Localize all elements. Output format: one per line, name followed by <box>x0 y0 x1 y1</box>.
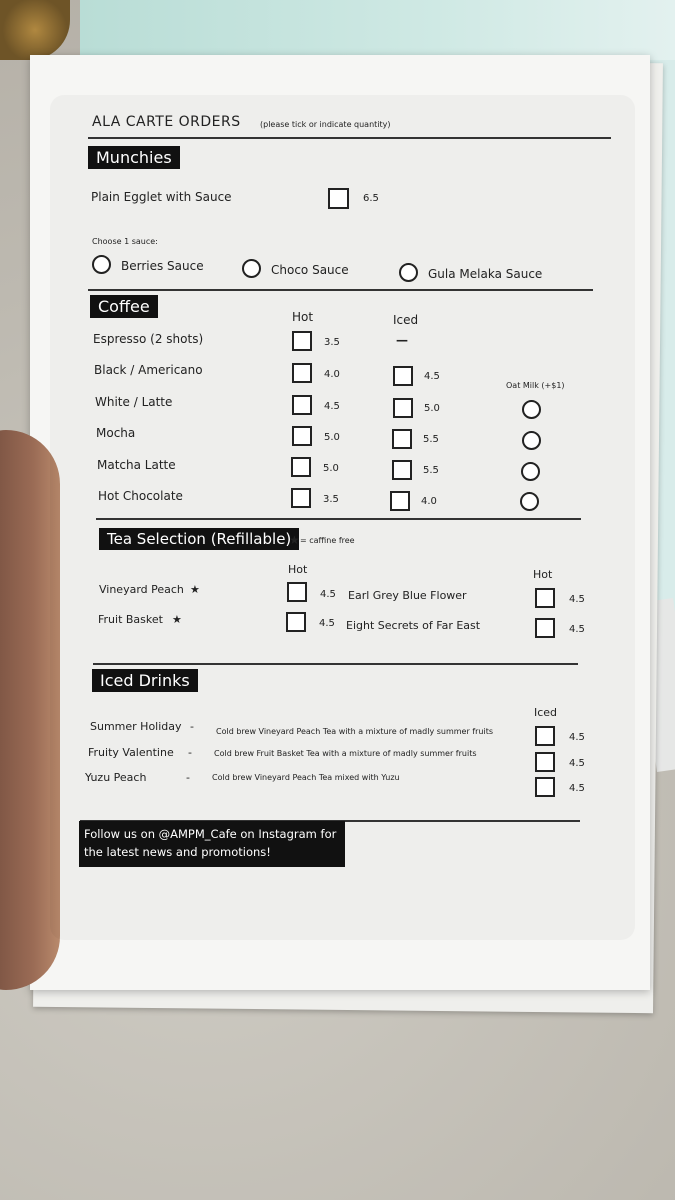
tea-checkbox[interactable] <box>535 588 555 608</box>
tea-checkbox[interactable] <box>287 582 307 602</box>
sauce-prompt: Choose 1 sauce: <box>92 237 158 246</box>
coffee-iced-checkbox[interactable] <box>392 429 412 449</box>
tea-price: 4.5 <box>569 594 585 605</box>
tea-price: 4.5 <box>319 618 335 629</box>
coffee-item-name: Hot Chocolate <box>98 489 183 503</box>
coffee-iced-price: 5.5 <box>423 465 439 476</box>
tea-item-name: Vineyard Peach <box>99 583 184 596</box>
coffee-iced-checkbox[interactable] <box>392 460 412 480</box>
coffee-hot-price: 3.5 <box>324 337 340 348</box>
oat-milk-radio[interactable] <box>520 492 539 511</box>
star-icon: ★ <box>190 583 200 596</box>
tea-hot-label: Hot <box>533 568 553 581</box>
sauce-label: Choco Sauce <box>271 263 349 277</box>
star-icon: ★ <box>172 613 182 626</box>
munchies-item-price: 6.5 <box>363 193 379 204</box>
coffee-iced-price: 5.0 <box>424 403 440 414</box>
coffee-heading: Coffee <box>90 295 158 318</box>
coffee-item-name: Mocha <box>96 426 136 440</box>
tea-checkbox[interactable] <box>286 612 306 632</box>
tea-price: 4.5 <box>569 624 585 635</box>
tea-heading: Tea Selection (Refillable) <box>99 528 299 550</box>
tea-item-name: Eight Secrets of Far East <box>346 619 481 632</box>
coffee-hot-price: 5.0 <box>323 463 339 474</box>
page-title: ALA CARTE ORDERS <box>92 114 241 130</box>
iced-item-desc: Cold brew Vineyard Peach Tea with a mixture of madly summer fruits <box>216 727 494 736</box>
munchies-item-checkbox[interactable] <box>328 188 349 209</box>
iced-item-name: Fruity Valentine <box>88 746 174 759</box>
iced-label: Iced <box>534 706 558 719</box>
coffee-iced-price: 5.5 <box>423 434 439 445</box>
coffee-iced-label: Iced <box>393 313 419 327</box>
coffee-hot-label: Hot <box>292 310 314 324</box>
coffee-hot-checkbox[interactable] <box>292 363 312 383</box>
header-note: (please tick or indicate quantity) <box>260 120 391 129</box>
dash: - <box>188 746 192 759</box>
iced-item-desc: Cold brew Vineyard Peach Tea mixed with Yuzu <box>212 773 400 782</box>
iced-price: 4.5 <box>569 758 585 769</box>
coffee-item-name: Black / Americano <box>94 363 203 377</box>
sauce-radio-choco[interactable] <box>242 259 261 278</box>
sauce-label: Berries Sauce <box>121 259 204 273</box>
coffee-hot-checkbox[interactable] <box>291 457 311 477</box>
coffee-iced-checkbox[interactable] <box>393 398 413 418</box>
iced-item-name: Summer Holiday <box>90 720 182 733</box>
oat-milk-radio[interactable] <box>522 400 541 419</box>
coffee-hot-checkbox[interactable] <box>291 488 311 508</box>
dash: - <box>190 720 194 733</box>
tea-item-name: Earl Grey Blue Flower <box>348 589 467 602</box>
coffee-hot-price: 4.0 <box>324 369 340 380</box>
caffeine-free-legend: = caffine free <box>300 536 355 545</box>
iced-drinks-heading: Iced Drinks <box>92 669 198 692</box>
sauce-label: Gula Melaka Sauce <box>428 267 543 281</box>
tea-price: 4.5 <box>320 589 336 600</box>
oat-milk-label: Oat Milk (+$1) <box>506 381 565 390</box>
coffee-iced-checkbox[interactable] <box>390 491 410 511</box>
star-icon: ★ <box>289 533 300 547</box>
coffee-iced-checkbox[interactable] <box>393 366 413 386</box>
coffee-iced-price: 4.5 <box>424 371 440 382</box>
coffee-hot-checkbox[interactable] <box>292 395 312 415</box>
coffee-item-name: White / Latte <box>95 395 173 409</box>
munchies-item-name: Plain Egglet with Sauce <box>91 190 232 204</box>
iced-checkbox[interactable] <box>535 777 555 797</box>
iced-item-name: Yuzu Peach <box>85 771 147 784</box>
sauce-radio-gula-melaka[interactable] <box>399 263 418 282</box>
divider <box>88 289 593 291</box>
iced-checkbox[interactable] <box>535 752 555 772</box>
footer-line-1: Follow us on @AMPM_Cafe on Instagram for <box>84 827 337 841</box>
tea-checkbox[interactable] <box>535 618 555 638</box>
instagram-banner <box>79 821 345 867</box>
divider <box>93 663 578 665</box>
iced-price: 4.5 <box>569 783 585 794</box>
coffee-item-name: Matcha Latte <box>97 458 176 472</box>
sauce-radio-berries[interactable] <box>92 255 111 274</box>
coffee-hot-checkbox[interactable] <box>292 331 312 351</box>
coffee-item-name: Espresso (2 shots) <box>93 332 204 346</box>
dash: - <box>186 771 190 784</box>
coffee-hot-price: 4.5 <box>324 401 340 412</box>
coffee-iced-na: — <box>396 333 408 347</box>
oat-milk-radio[interactable] <box>522 431 541 450</box>
coffee-hot-checkbox[interactable] <box>292 426 312 446</box>
coffee-hot-price: 5.0 <box>324 432 340 443</box>
coffee-iced-price: 4.0 <box>421 496 437 507</box>
tea-item-name: Fruit Basket <box>98 613 163 626</box>
divider <box>96 518 581 520</box>
divider <box>88 137 611 139</box>
tea-hot-label: Hot <box>288 563 308 576</box>
iced-checkbox[interactable] <box>535 726 555 746</box>
coffee-hot-price: 3.5 <box>323 494 339 505</box>
munchies-heading: Munchies <box>88 146 180 169</box>
footer-line-2: the latest news and promotions! <box>84 845 271 859</box>
iced-price: 4.5 <box>569 732 585 743</box>
oat-milk-radio[interactable] <box>521 462 540 481</box>
iced-item-desc: Cold brew Fruit Basket Tea with a mixture of madly summer fruits <box>214 749 477 758</box>
